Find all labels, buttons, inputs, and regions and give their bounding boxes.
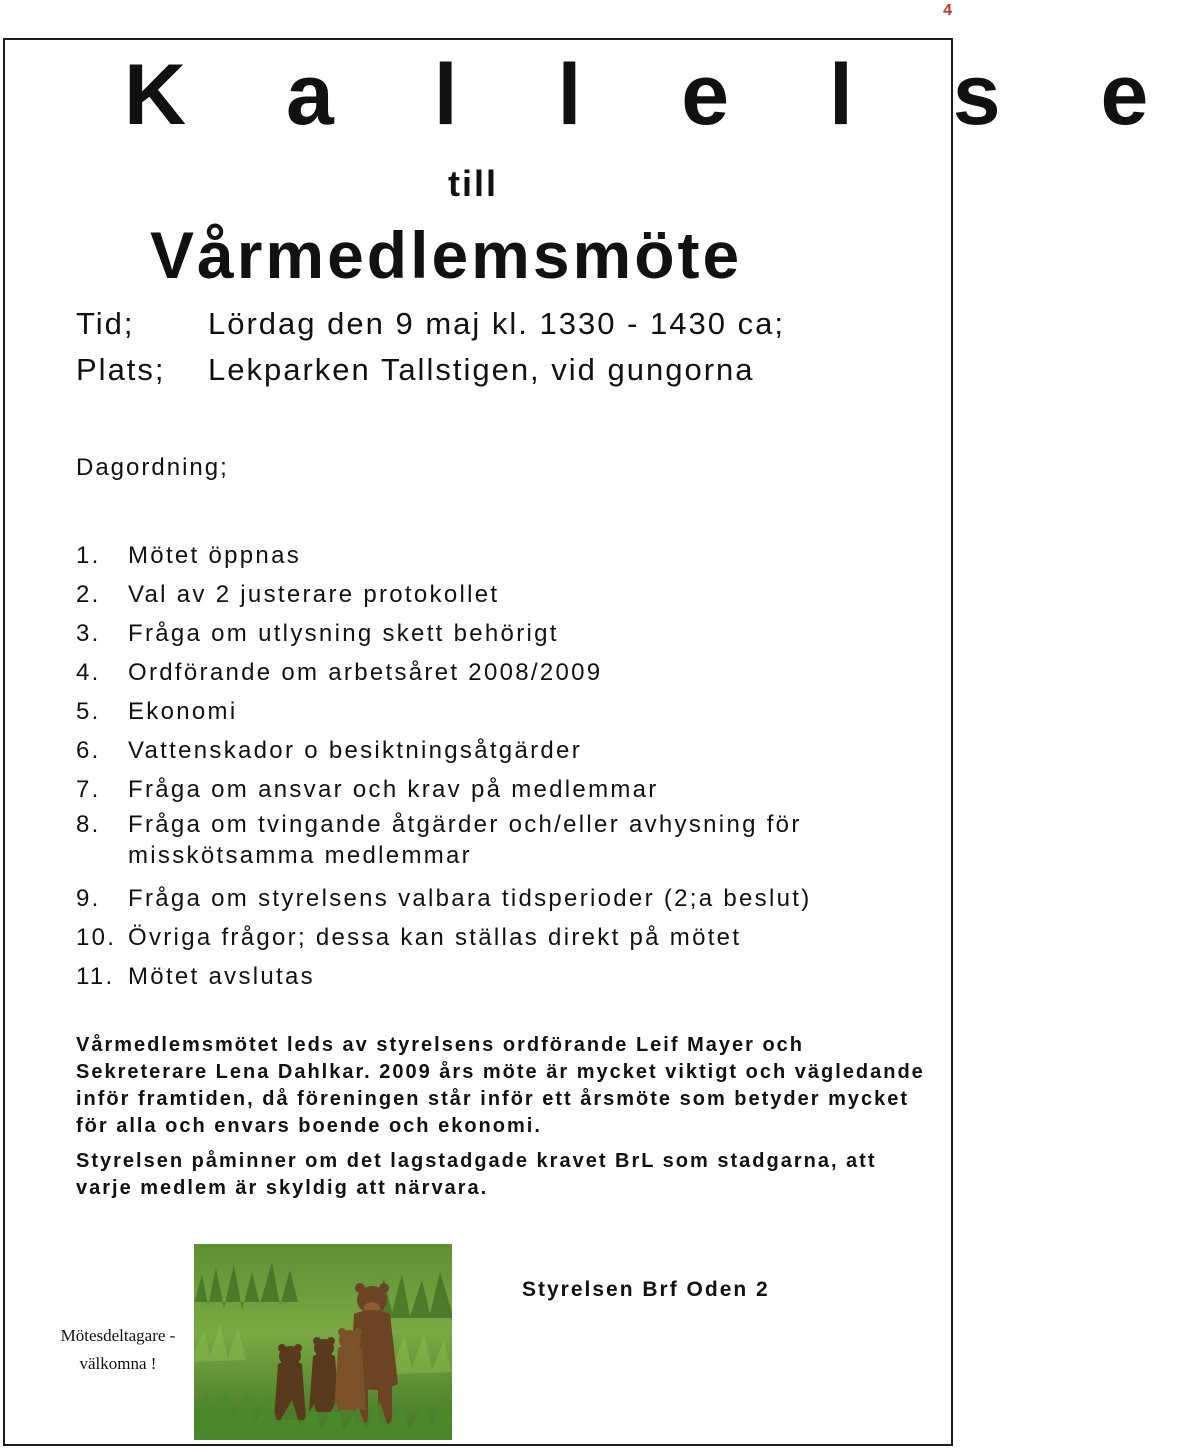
agenda-item-text: Mötet avslutas [128,963,315,990]
agenda-item [76,614,916,653]
agenda-item-text: Fråga om styrelsens valbara tidsperioder (2;a beslut) [128,885,812,912]
welcome-caption: Mötesdeltagare - välkomna ! [60,1326,176,1373]
agenda-item-text: Val av 2 justerare protokollet [128,581,500,608]
agenda-item-number: 3. [76,620,101,647]
agenda-item [76,770,916,809]
agenda-item-number: 2. [76,581,101,608]
signature: Styrelsen Brf Oden 2 [522,1278,770,1301]
agenda-item-text: Övriga frågor; dessa kan ställas direkt på mötet [128,924,742,951]
agenda-item-number: 8. [76,811,101,838]
agenda-item-number: 6. [76,737,101,764]
agenda-item-number: 9. [76,885,101,912]
page-number: 4 [943,2,952,19]
agenda-item-number: 7. [76,776,101,803]
agenda-item-text: Fråga om ansvar och krav på medlemmar [128,776,659,803]
agenda-heading: Dagordning; [76,454,229,481]
time-value: Lördag den 9 maj kl. 1330 - 1430 ca; [208,306,785,341]
agenda-item [76,575,916,614]
info-text [76,1032,936,1202]
page-subtitle: till [448,163,498,204]
meeting-heading: Vårmedlemsmöte [150,218,743,292]
time-label: Tid; [76,306,135,341]
agenda-item-text: Vattenskador o besiktningsåtgärder [128,737,582,764]
place-row [76,354,755,385]
agenda-item-text: Ekonomi [128,698,238,725]
page-title: K a l l e l s e [124,47,1186,143]
agenda-item [76,536,916,575]
agenda-list [76,536,916,996]
bear-family-photo [194,1244,452,1440]
agenda-item-number: 5. [76,698,101,725]
agenda-item-text: Fråga om tvingande åtgärder och/eller avhysning för misskötsamma medlemmar [128,811,802,869]
agenda-item-number: 10. [76,924,117,951]
info-paragraph-leadership: Vårmedlemsmötet leds av styrelsens ordförande Leif Mayer och Sekreterare Lena Dahlkar. 2009 års möte är mycket viktigt och vägledande inför framtiden, då föreningen står inför ett årsmöte som betyder mycket för alla och envars boende och ekonomi. [76,1034,925,1137]
info-paragraph-reminder: Styrelsen påminner om det lagstadgade kravet BrL som stadgarna, att varje medlem är skyldig att närvara. [76,1150,877,1199]
agenda-item-text: Mötet öppnas [128,542,302,569]
agenda-item [76,653,916,692]
place-label: Plats; [76,352,166,387]
agenda-item [76,731,916,770]
agenda-item [76,957,916,996]
agenda-item-text: Fråga om utlysning skett behörigt [128,620,559,647]
agenda-item-text: Ordförande om arbetsåret 2008/2009 [128,659,603,686]
agenda-item [76,692,916,731]
agenda-item-number: 1. [76,542,101,569]
agenda-item [76,809,916,879]
agenda-item [76,879,916,918]
agenda-item-number: 11. [76,963,115,990]
agenda-item-number: 4. [76,659,101,686]
agenda-item [76,918,916,957]
time-row [76,308,785,339]
place-value: Lekparken Tallstigen, vid gungorna [208,352,755,387]
